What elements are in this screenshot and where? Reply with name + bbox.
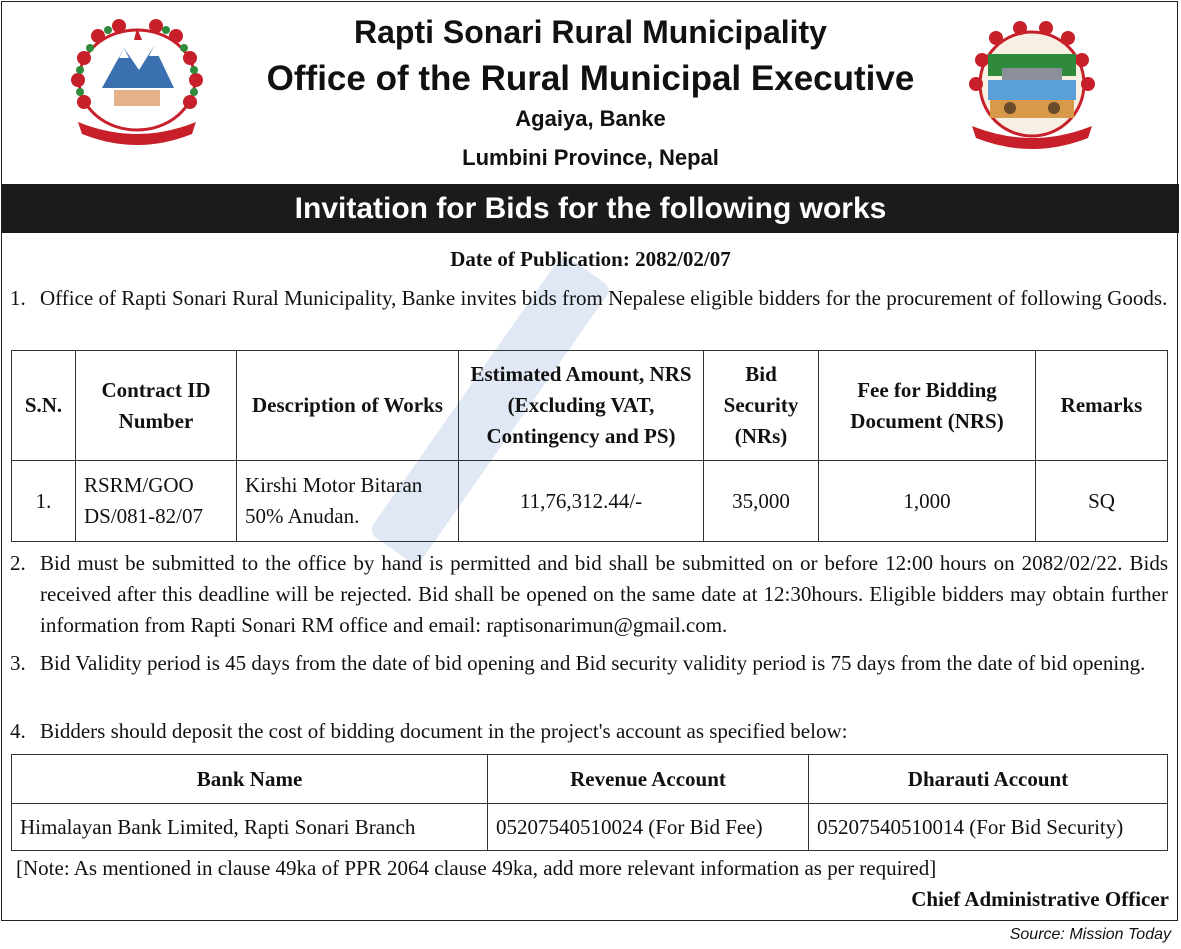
header-description: Description of Works	[237, 351, 459, 461]
cell-contract-id: RSRM/GOO DS/081-82/07	[76, 461, 237, 542]
cell-estimated-amount: 11,76,312.44/-	[459, 461, 704, 542]
cell-bidding-fee: 1,000	[819, 461, 1036, 542]
clause-1	[10, 283, 1168, 314]
header-estimated-amount: Estimated Amount, NRS (Excluding VAT, Contingency and PS)	[459, 351, 704, 461]
header-revenue-account: Revenue Account	[488, 755, 809, 804]
cell-description: Kirshi Motor Bitaran 50% Anudan.	[237, 461, 459, 542]
header-dharauti-account: Dharauti Account	[809, 755, 1168, 804]
clause-3	[10, 648, 1168, 679]
clause-1-text: Office of Rapti Sonari Rural Municipality, Banke invites bids from Nepalese eligible bidders for the procurement of following Goods.	[40, 286, 1168, 310]
invitation-banner: Invitation for Bids for the following works	[2, 184, 1179, 233]
header-bid-security: Bid Security (NRs)	[704, 351, 819, 461]
table-row	[12, 461, 1168, 542]
header-sn: S.N.	[12, 351, 76, 461]
bids-table	[11, 350, 1168, 542]
header-bank-name: Bank Name	[12, 755, 488, 804]
cell-dharauti-account: 05207540510014 (For Bid Security)	[809, 804, 1168, 851]
office-name: Office of the Rural Municipal Executive	[266, 59, 915, 98]
municipality-logo-icon	[962, 18, 1102, 150]
notice-header	[0, 0, 1181, 184]
clause-3-number: 3.	[10, 651, 26, 675]
bank-table	[11, 754, 1168, 851]
cell-sn: 1.	[12, 461, 76, 542]
clause-4	[10, 716, 1168, 747]
cell-remarks: SQ	[1036, 461, 1168, 542]
clause-1-number: 1.	[10, 286, 26, 310]
clause-3-text: Bid Validity period is 45 days from the date of bid opening and Bid security validity period is 75 days from the date of bid opening.	[40, 651, 1146, 675]
cell-bank-name: Himalayan Bank Limited, Rapti Sonari Branch	[12, 804, 488, 851]
office-location: Agaiya, Banke	[515, 106, 666, 131]
header-remarks: Remarks	[1036, 351, 1168, 461]
clause-4-text: Bidders should deposit the cost of bidding document in the project's account as specified below:	[40, 719, 848, 743]
signatory-title: Chief Administrative Officer	[911, 887, 1169, 911]
province-name: Lumbini Province, Nepal	[462, 145, 719, 170]
bank-table-header-row	[12, 755, 1168, 804]
bids-table-header-row	[12, 351, 1168, 461]
cell-bid-security: 35,000	[704, 461, 819, 542]
header-contract-id: Contract ID Number	[76, 351, 237, 461]
clause-2-text: Bid must be submitted to the office by hand is permitted and bid shall be submitted on or before 12:00 hours on 2082/02/22. Bids received after this deadline will be rejected. Bid shall be opened on the same date at 12:30hours. Eligible bidders may obtain further information from Rapti Sonari RM office and email: raptisonarimun@gmail.com.	[40, 551, 1168, 637]
table-row	[12, 804, 1168, 851]
ppr-note: [Note: As mentioned in clause 49ka of PPR 2064 clause 49ka, add more relevant information as per required]	[16, 856, 937, 880]
source-credit: Source: Mission Today	[1009, 926, 1171, 943]
header-bidding-fee: Fee for Bidding Document (NRS)	[819, 351, 1036, 461]
municipality-name: Rapti Sonari Rural Municipality	[354, 14, 827, 50]
cell-revenue-account: 05207540510024 (For Bid Fee)	[488, 804, 809, 851]
clause-4-number: 4.	[10, 719, 26, 743]
clause-2	[10, 548, 1168, 641]
publication-date: Date of Publication: 2082/02/07	[450, 247, 731, 271]
clause-2-number: 2.	[10, 551, 26, 575]
